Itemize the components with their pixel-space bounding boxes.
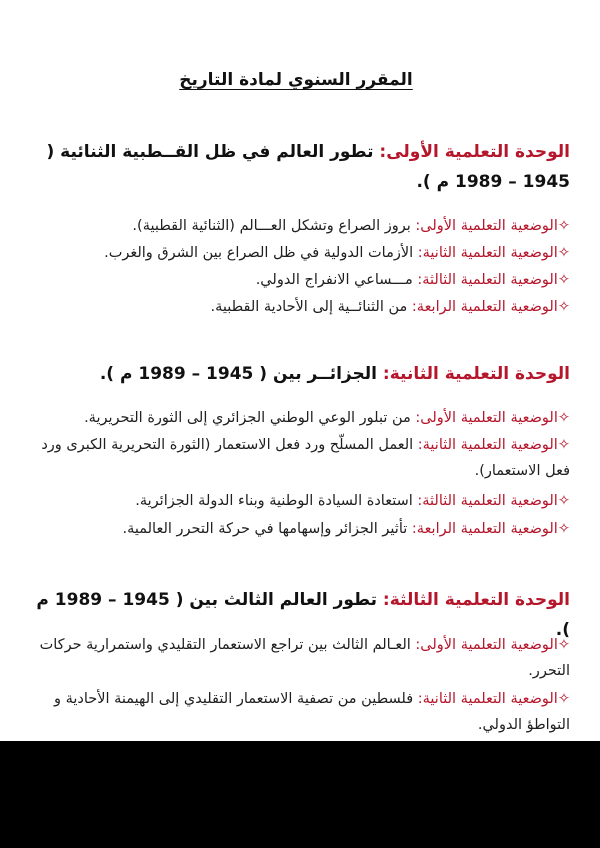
bullet-icon: ✧ xyxy=(557,245,570,261)
situation-text: العـالم الثالث بين تراجع الاستعمار التقليدي واستمرارية حركات التحرر. xyxy=(39,637,570,679)
situation-label: الوضعية التعلمية الثانية: xyxy=(417,437,558,453)
situation-label: الوضعية التعلمية الثالثة: xyxy=(417,272,558,288)
situation-text: مـــساعي الانفراج الدولي. xyxy=(255,272,413,288)
situation-text: استعادة السيادة الوطنية وبناء الدولة الجزائرية. xyxy=(135,493,413,509)
situation-label: الوضعية التعلمية الثالثة: xyxy=(417,493,558,509)
situation-label: الوضعية التعلمية الأولى: xyxy=(415,637,558,653)
bullet-icon: ✧ xyxy=(557,637,570,653)
situation-text: الأزمات الدولية في ظل الصراع بين الشرق والغرب. xyxy=(104,245,414,261)
situation-label: الوضعية التعلمية الثانية: xyxy=(417,245,558,261)
situation-label: الوضعية التعلمية الأولى: xyxy=(415,218,558,234)
situation-3-1 xyxy=(22,632,570,684)
situation-2-4 xyxy=(22,516,570,542)
unit-label: الوحدة التعلمية الثانية: xyxy=(382,364,570,384)
situation-1-1 xyxy=(22,213,570,239)
unit-label: الوحدة التعلمية الثالثة: xyxy=(382,590,570,610)
situation-2-1 xyxy=(22,405,570,431)
unit-heading-2 xyxy=(22,359,570,389)
bullet-icon: ✧ xyxy=(557,493,570,509)
bullet-icon: ✧ xyxy=(557,299,570,315)
situation-text: بروز الصراع وتشكل العـــالم (الثنائية القطبية). xyxy=(132,218,411,234)
unit-heading-1 xyxy=(22,137,570,197)
document-title: المقرر السنوي لمادة التاريخ xyxy=(179,70,413,90)
unit-title: تطور العالم في ظل القــطبية الثنائية ( 1945 – 1989 م ). xyxy=(46,142,570,192)
situation-text: فلسطين من تصفية الاستعمار التقليدي إلى الهيمنة الأحادية و التواطؤ الدولي. xyxy=(53,691,570,733)
bullet-icon: ✧ xyxy=(557,410,570,426)
situation-2-2 xyxy=(22,432,570,484)
situation-label: الوضعية التعلمية الثانية: xyxy=(417,691,558,707)
bullet-icon: ✧ xyxy=(557,272,570,288)
situation-label: الوضعية التعلمية الرابعة: xyxy=(411,521,558,537)
situation-label: الوضعية التعلمية الرابعة: xyxy=(411,299,558,315)
situation-label: الوضعية التعلمية الأولى: xyxy=(415,410,558,426)
situation-2-3 xyxy=(22,488,570,514)
situation-3-2 xyxy=(22,686,570,738)
situation-1-3 xyxy=(22,267,570,293)
unit-title: تطور العالم الثالث بين ( 1945 – 1989 م ). xyxy=(36,590,570,640)
situation-text: العمل المسلّح ورد فعل الاستعمار (الثورة التحريرية الكبرى ورد فعل الاستعمار). xyxy=(41,437,570,479)
situation-text: تأثير الجزائر وإسهامها في حركة التحرر العالمية. xyxy=(122,521,408,537)
bullet-icon: ✧ xyxy=(557,218,570,234)
bullet-icon: ✧ xyxy=(557,437,570,453)
unit-label: الوحدة التعلمية الأولى: xyxy=(379,142,570,162)
situation-1-4 xyxy=(22,294,570,320)
bullet-icon: ✧ xyxy=(557,691,570,707)
bullet-icon: ✧ xyxy=(557,521,570,537)
situation-text: من الثنائــية إلى الأحادية القطبية. xyxy=(210,299,408,315)
situation-text: من تبلور الوعي الوطني الجزائري إلى الثورة التحريرية. xyxy=(84,410,411,426)
unit-title: الجزائــر بين ( 1945 – 1989 م ). xyxy=(99,364,377,384)
situation-1-2 xyxy=(22,240,570,266)
